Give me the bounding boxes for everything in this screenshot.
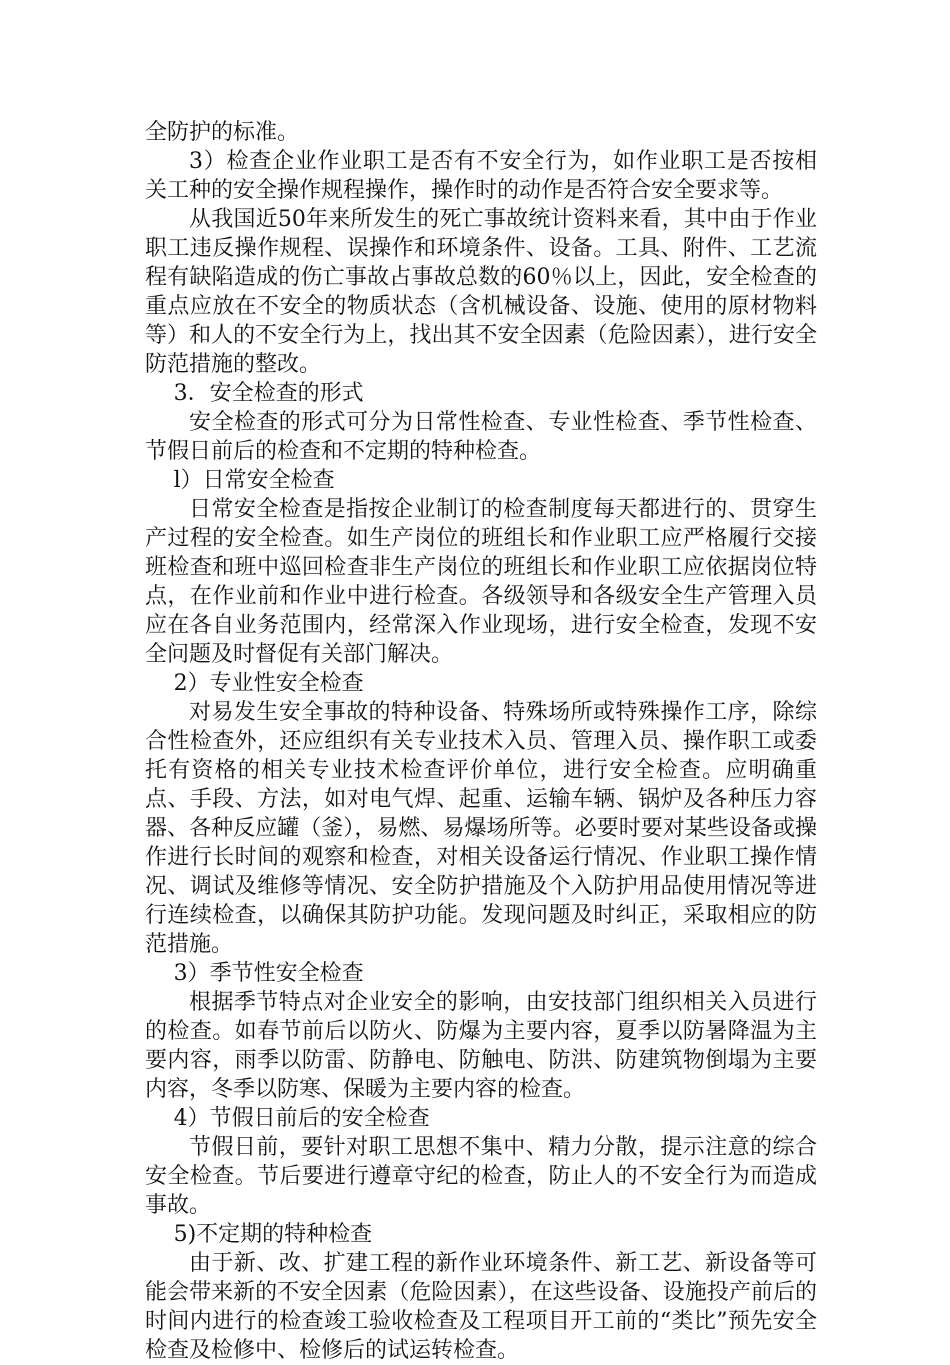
paragraph: 对易发生安全事故的特种设备、特殊场所或特殊操作工序，除综合性检查外，还应组织有关专业技术入员、管理入员、操作职工或委托有资格的相关专业技术检查评价单位，进行安全检查。应明确重点、手段、方法，如对电气焊、起重、运输车辆、锅炉及各种压力容器、各种反应罐（釜），易燃、易爆场所等。必要时要对某些设备或操作进行长时间的观察和检查，对相关设备运行情况、作业职工操作情况、调试及维修等情况、安全防护措施及个入防护用品使用情况等进行连续检查，以确保其防护功能。发现问题及时纠正，采取相应的防范措施。 bbox=[145, 700, 817, 957]
subsection-heading: 4）节假日前后的安全检查 bbox=[173, 1106, 430, 1131]
paragraph: 节假日前，要针对职工思想不集中、精力分散，提示注意的综合安全检查。节后要进行遵章守纪的检查，防止人的不安全行为而造成事故。 bbox=[145, 1135, 817, 1218]
paragraph: 根据季节特点对企业安全的影响，由安技部门组织相关入员进行的检查。如春节前后以防火、防爆为主要内容，夏季以防暑降温为主要内容，雨季以防雷、防静电、防触电、防洪、防建筑物倒塌为主要内容，冬季以防寒、保暖为主要内容的检查。 bbox=[145, 990, 817, 1102]
paragraph: 由于新、改、扩建工程的新作业环境条件、新工艺、新设备等可能会带来新的不安全因素（危险因素），在这些设备、设施投产前后的时间内进行的检查竣工验收检查及工程项目开工前的“类比”预先安全检查及检修中、检修后的试运转检查。 bbox=[145, 1251, 817, 1363]
subsection-heading: 2）专业性安全检查 bbox=[173, 671, 364, 696]
paragraph: 全防护的标准。 bbox=[145, 120, 300, 145]
paragraph: 安全检查的形式可分为日常性检查、专业性检查、季节性检查、节假日前后的检查和不定期的特种检查。 bbox=[145, 410, 817, 464]
document-body bbox=[145, 118, 817, 1365]
paragraph: 日常安全检查是指按企业制订的检查制度每天都进行的、贯穿生产过程的安全检查。如生产岗位的班组长和作业职工应严格履行交接班检查和班中巡回检查非生产岗位的班组长和作业职工应依据岗位特点，在作业前和作业中进行检查。各级领导和各级安全生产管理入员应在各自业务范围内，经常深入作业现场，进行安全检查，发现不安全问题及时督促有关部门解决。 bbox=[145, 497, 817, 667]
subsection-heading: 3）季节性安全检查 bbox=[173, 961, 364, 986]
section-heading: 3．安全检查的形式 bbox=[173, 381, 364, 406]
subsection-heading: l）日常安全检查 bbox=[173, 468, 335, 493]
paragraph: 3）检查企业作业职工是否有不安全行为，如作业职工是否按相关工种的安全操作规程操作，操作时的动作是否符合安全要求等。 bbox=[145, 149, 817, 203]
subsection-heading: 5)不定期的特种检查 bbox=[173, 1222, 373, 1247]
paragraph: 从我国近50年来所发生的死亡事故统计资料来看，其中由于作业职工违反操作规程、误操作和环境条件、设备。工具、附件、工艺流程有缺陷造成的伤亡事故占事故总数的60％以上，因此，安全检查的重点应放在不安全的物质状态（含机械设备、设施、使用的原材物料等）和人的不安全行为上，找出其不安全因素（危险因素），进行安全防范措施的整改。 bbox=[145, 207, 817, 377]
